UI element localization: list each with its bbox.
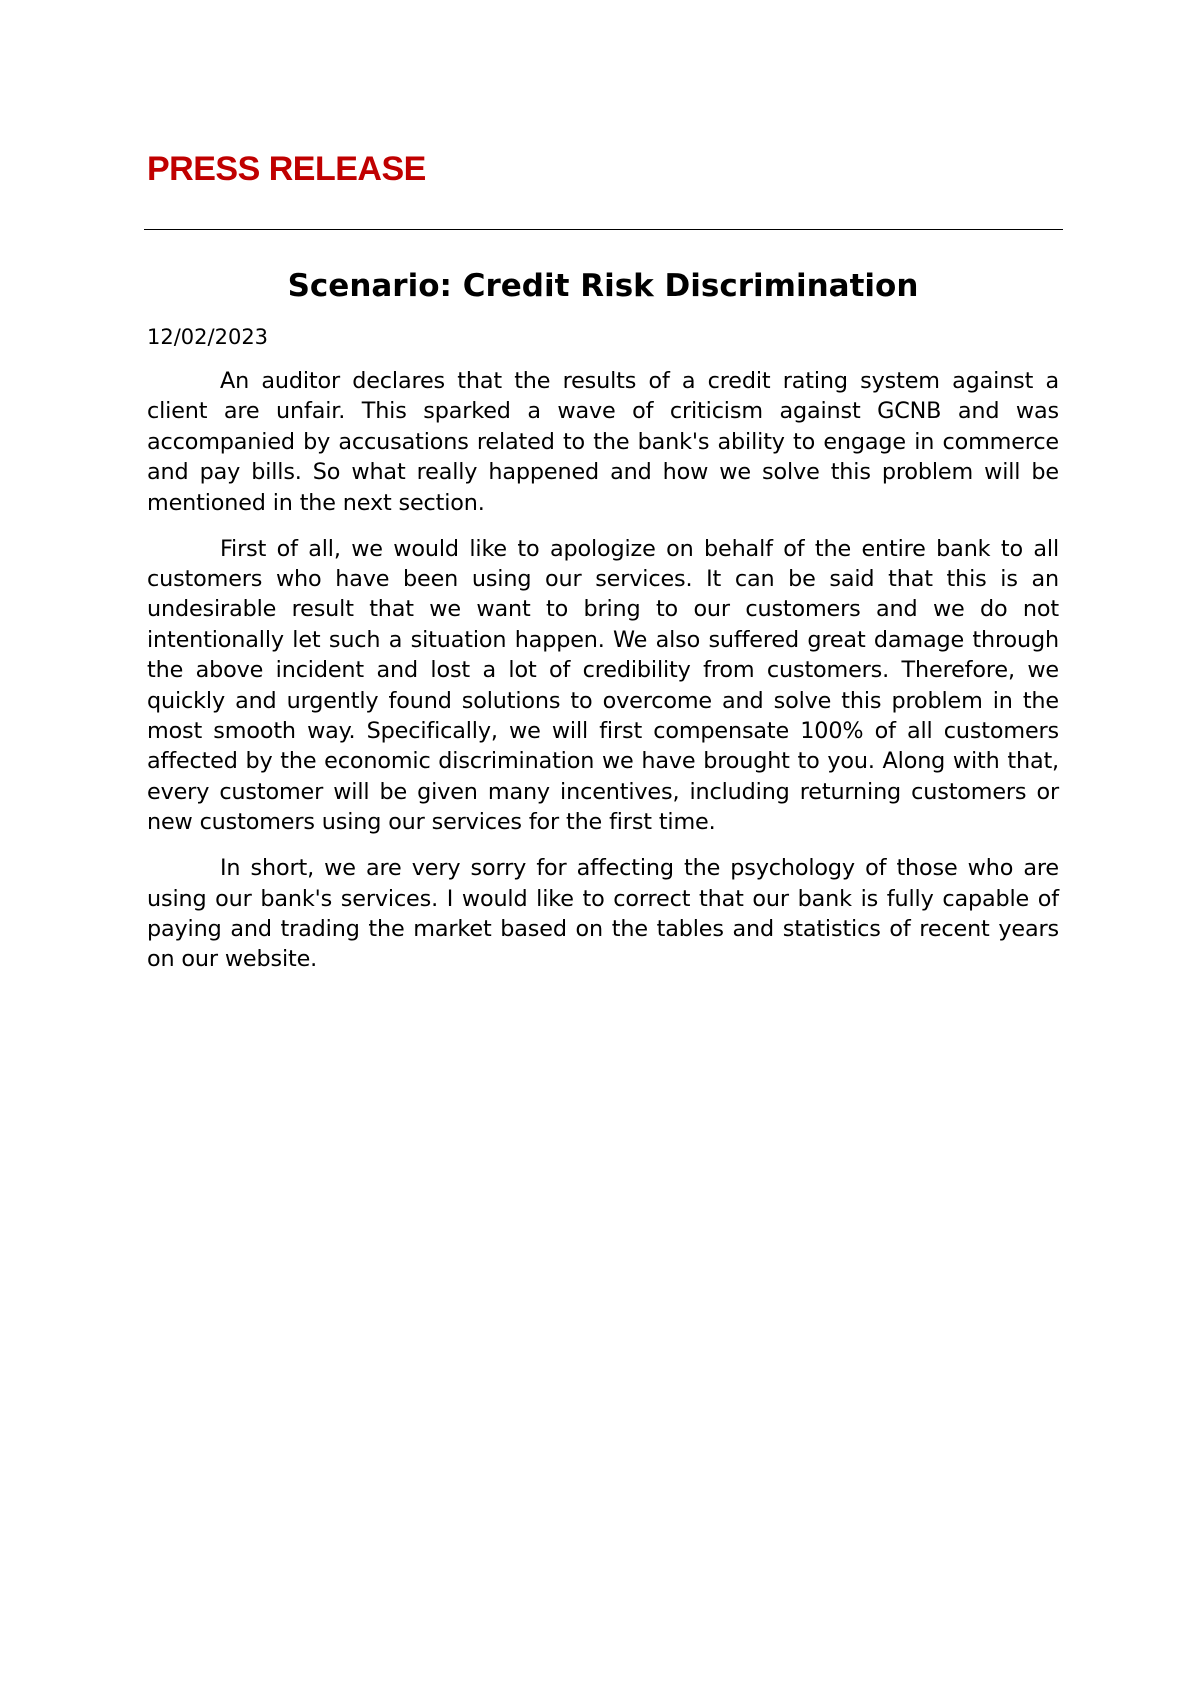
paragraph: An auditor declares that the results of a credit rating system against a client are unfair. This sparked a wave of criticism against GCNB and was accompanied by accusations related to the bank's ability to engage in commerce and pay bills. So what really happened and how we solve this problem will be mentioned in the next section. [147, 368, 1059, 516]
document-title: Scenario: Credit Risk Discrimination [287, 268, 919, 304]
paragraph: First of all, we would like to apologize on behalf of the entire bank to all customers who have been using our services. It can be said that this is an undesirable result that we want to bring to our customers and we do not intentionally let such a situation happen. We also suffered great damage through the above incident and lost a lot of credibility from customers. Therefore, we quickly and urgently found solutions to overcome and solve this problem in the most smooth way. Specifically, we will first compensate 100% of all customers affected by the economic discrimination we have brought to you. Along with that, every customer will be given many incentives, including returning customers or new customers using our services for the first time. [147, 535, 1059, 836]
paragraph: In short, we are very sorry for affecting the psychology of those who are using our bank's services. I would like to correct that our bank is fully capable of paying and trading the market based on the tables and statistics of recent years on our website. [147, 855, 1059, 973]
header-divider [144, 229, 1063, 230]
release-date: 12/02/2023 [147, 325, 269, 349]
body-text [147, 366, 1059, 990]
press-release-label: PRESS RELEASE [147, 150, 426, 188]
